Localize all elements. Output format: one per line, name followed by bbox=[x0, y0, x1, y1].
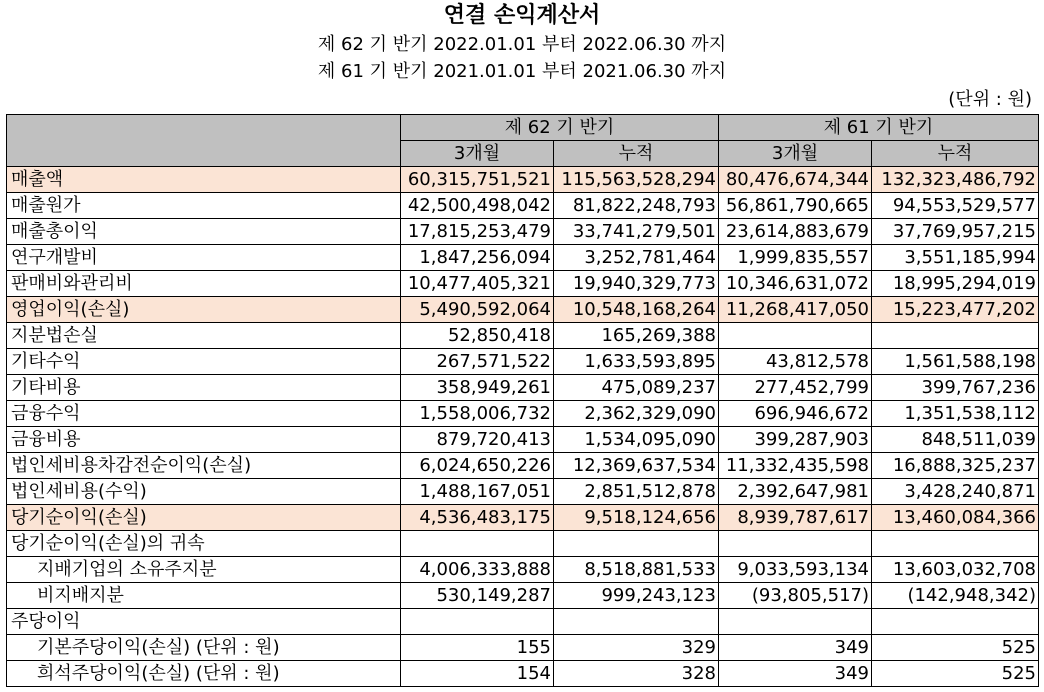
value-cell: 1,558,006,732 bbox=[401, 401, 554, 427]
row-label: 당기순이익(손실)의 귀속 bbox=[7, 531, 401, 557]
value-cell: 56,861,790,665 bbox=[719, 193, 872, 219]
table-row bbox=[7, 297, 1039, 323]
value-cell: 2,362,329,090 bbox=[554, 401, 719, 427]
value-cell: 42,500,498,042 bbox=[401, 193, 554, 219]
row-label: 주당이익 bbox=[7, 609, 401, 635]
value-cell: 349 bbox=[719, 635, 872, 661]
value-cell: 399,287,903 bbox=[719, 427, 872, 453]
value-cell: 4,006,333,888 bbox=[401, 557, 554, 583]
table-row bbox=[7, 505, 1039, 531]
value-cell: 3,252,781,464 bbox=[554, 245, 719, 271]
table-row bbox=[7, 375, 1039, 401]
value-cell: 52,850,418 bbox=[401, 323, 554, 349]
table-row bbox=[7, 557, 1039, 583]
value-cell: 1,534,095,090 bbox=[554, 427, 719, 453]
value-cell: 80,476,674,344 bbox=[719, 167, 872, 193]
value-cell: 43,812,578 bbox=[719, 349, 872, 375]
value-cell bbox=[554, 609, 719, 635]
row-label: 판매비와관리비 bbox=[7, 271, 401, 297]
value-cell: 1,561,588,198 bbox=[872, 349, 1039, 375]
table-row bbox=[7, 167, 1039, 193]
row-label: 지배기업의 소유주지분 bbox=[7, 557, 401, 583]
value-cell: 1,351,538,112 bbox=[872, 401, 1039, 427]
value-cell: (93,805,517) bbox=[719, 583, 872, 609]
header-current-cumulative: 누적 bbox=[554, 141, 719, 167]
value-cell: 8,518,881,533 bbox=[554, 557, 719, 583]
value-cell: 475,089,237 bbox=[554, 375, 719, 401]
value-cell: 267,571,522 bbox=[401, 349, 554, 375]
value-cell: 37,769,957,215 bbox=[872, 219, 1039, 245]
value-cell bbox=[719, 323, 872, 349]
row-label: 연구개발비 bbox=[7, 245, 401, 271]
value-cell: 3,428,240,871 bbox=[872, 479, 1039, 505]
header-prior-cumulative: 누적 bbox=[872, 141, 1039, 167]
value-cell: 16,888,325,237 bbox=[872, 453, 1039, 479]
value-cell bbox=[719, 609, 872, 635]
row-label: 기본주당이익(손실) (단위 : 원) bbox=[7, 635, 401, 661]
value-cell: 10,548,168,264 bbox=[554, 297, 719, 323]
value-cell bbox=[872, 323, 1039, 349]
header-group-prior: 제 61 기 반기 bbox=[719, 115, 1039, 141]
value-cell: 1,999,835,557 bbox=[719, 245, 872, 271]
value-cell: 155 bbox=[401, 635, 554, 661]
value-cell: 9,033,593,134 bbox=[719, 557, 872, 583]
value-cell: 3,551,185,994 bbox=[872, 245, 1039, 271]
value-cell: 5,490,592,064 bbox=[401, 297, 554, 323]
value-cell: 329 bbox=[554, 635, 719, 661]
value-cell: 10,477,405,321 bbox=[401, 271, 554, 297]
header-current-3m: 3개월 bbox=[401, 141, 554, 167]
value-cell: 2,851,512,878 bbox=[554, 479, 719, 505]
value-cell bbox=[872, 609, 1039, 635]
report-title: 연결 손익계산서 bbox=[443, 3, 601, 28]
row-label: 매출총이익 bbox=[7, 219, 401, 245]
table-row bbox=[7, 635, 1039, 661]
value-cell: 94,553,529,577 bbox=[872, 193, 1039, 219]
row-label: 금융수익 bbox=[7, 401, 401, 427]
table-row bbox=[7, 193, 1039, 219]
value-cell: (142,948,342) bbox=[872, 583, 1039, 609]
table-row bbox=[7, 323, 1039, 349]
value-cell: 1,488,167,051 bbox=[401, 479, 554, 505]
value-cell: 19,940,329,773 bbox=[554, 271, 719, 297]
value-cell bbox=[554, 531, 719, 557]
value-cell: 848,511,039 bbox=[872, 427, 1039, 453]
row-label: 영업이익(손실) bbox=[7, 297, 401, 323]
value-cell: 11,332,435,598 bbox=[719, 453, 872, 479]
value-cell: 132,323,486,792 bbox=[872, 167, 1039, 193]
header-account-cell bbox=[7, 115, 401, 167]
income-statement-table bbox=[6, 114, 1039, 687]
row-label: 당기순이익(손실) bbox=[7, 505, 401, 531]
value-cell: 60,315,751,521 bbox=[401, 167, 554, 193]
value-cell: 8,939,787,617 bbox=[719, 505, 872, 531]
table-row bbox=[7, 271, 1039, 297]
value-cell: 18,995,294,019 bbox=[872, 271, 1039, 297]
row-label: 금융비용 bbox=[7, 427, 401, 453]
value-cell: 999,243,123 bbox=[554, 583, 719, 609]
table-row bbox=[7, 661, 1039, 687]
row-label: 희석주당이익(손실) (단위 : 원) bbox=[7, 661, 401, 687]
value-cell: 879,720,413 bbox=[401, 427, 554, 453]
table-row bbox=[7, 453, 1039, 479]
value-cell: 13,460,084,366 bbox=[872, 505, 1039, 531]
value-cell bbox=[872, 531, 1039, 557]
value-cell: 15,223,477,202 bbox=[872, 297, 1039, 323]
value-cell: 1,633,593,895 bbox=[554, 349, 719, 375]
value-cell: 13,603,032,708 bbox=[872, 557, 1039, 583]
value-cell: 328 bbox=[554, 661, 719, 687]
value-cell: 349 bbox=[719, 661, 872, 687]
header-group-current: 제 62 기 반기 bbox=[401, 115, 719, 141]
value-cell bbox=[401, 531, 554, 557]
report-header bbox=[0, 0, 1044, 85]
value-cell: 11,268,417,050 bbox=[719, 297, 872, 323]
value-cell: 2,392,647,981 bbox=[719, 479, 872, 505]
table-row bbox=[7, 479, 1039, 505]
value-cell: 10,346,631,072 bbox=[719, 271, 872, 297]
value-cell bbox=[719, 531, 872, 557]
value-cell: 17,815,253,479 bbox=[401, 219, 554, 245]
period-prior: 제 61 기 반기 2021.01.01 부터 2021.06.30 까지 bbox=[317, 61, 727, 82]
table-row bbox=[7, 427, 1039, 453]
row-label: 법인세비용차감전순이익(손실) bbox=[7, 453, 401, 479]
table-row bbox=[7, 609, 1039, 635]
value-cell: 165,269,388 bbox=[554, 323, 719, 349]
header-prior-3m: 3개월 bbox=[719, 141, 872, 167]
row-label: 기타수익 bbox=[7, 349, 401, 375]
row-label: 지분법손실 bbox=[7, 323, 401, 349]
value-cell: 358,949,261 bbox=[401, 375, 554, 401]
value-cell: 9,518,124,656 bbox=[554, 505, 719, 531]
value-cell: 12,369,637,534 bbox=[554, 453, 719, 479]
value-cell: 1,847,256,094 bbox=[401, 245, 554, 271]
value-cell: 530,149,287 bbox=[401, 583, 554, 609]
value-cell: 23,614,883,679 bbox=[719, 219, 872, 245]
row-label: 매출원가 bbox=[7, 193, 401, 219]
value-cell: 154 bbox=[401, 661, 554, 687]
table-row bbox=[7, 245, 1039, 271]
value-cell: 525 bbox=[872, 635, 1039, 661]
value-cell: 6,024,650,226 bbox=[401, 453, 554, 479]
value-cell: 277,452,799 bbox=[719, 375, 872, 401]
table-row bbox=[7, 531, 1039, 557]
period-current: 제 62 기 반기 2022.01.01 부터 2022.06.30 까지 bbox=[317, 34, 727, 55]
row-label: 매출액 bbox=[7, 167, 401, 193]
table-row bbox=[7, 583, 1039, 609]
row-label: 법인세비용(수익) bbox=[7, 479, 401, 505]
unit-label: (단위 : 원) bbox=[948, 89, 1032, 110]
value-cell: 81,822,248,793 bbox=[554, 193, 719, 219]
value-cell: 4,536,483,175 bbox=[401, 505, 554, 531]
table-row bbox=[7, 219, 1039, 245]
value-cell: 115,563,528,294 bbox=[554, 167, 719, 193]
table-row bbox=[7, 401, 1039, 427]
row-label: 기타비용 bbox=[7, 375, 401, 401]
value-cell: 696,946,672 bbox=[719, 401, 872, 427]
value-cell: 33,741,279,501 bbox=[554, 219, 719, 245]
value-cell: 399,767,236 bbox=[872, 375, 1039, 401]
value-cell bbox=[401, 609, 554, 635]
value-cell: 525 bbox=[872, 661, 1039, 687]
table-row bbox=[7, 349, 1039, 375]
row-label: 비지배지분 bbox=[7, 583, 401, 609]
